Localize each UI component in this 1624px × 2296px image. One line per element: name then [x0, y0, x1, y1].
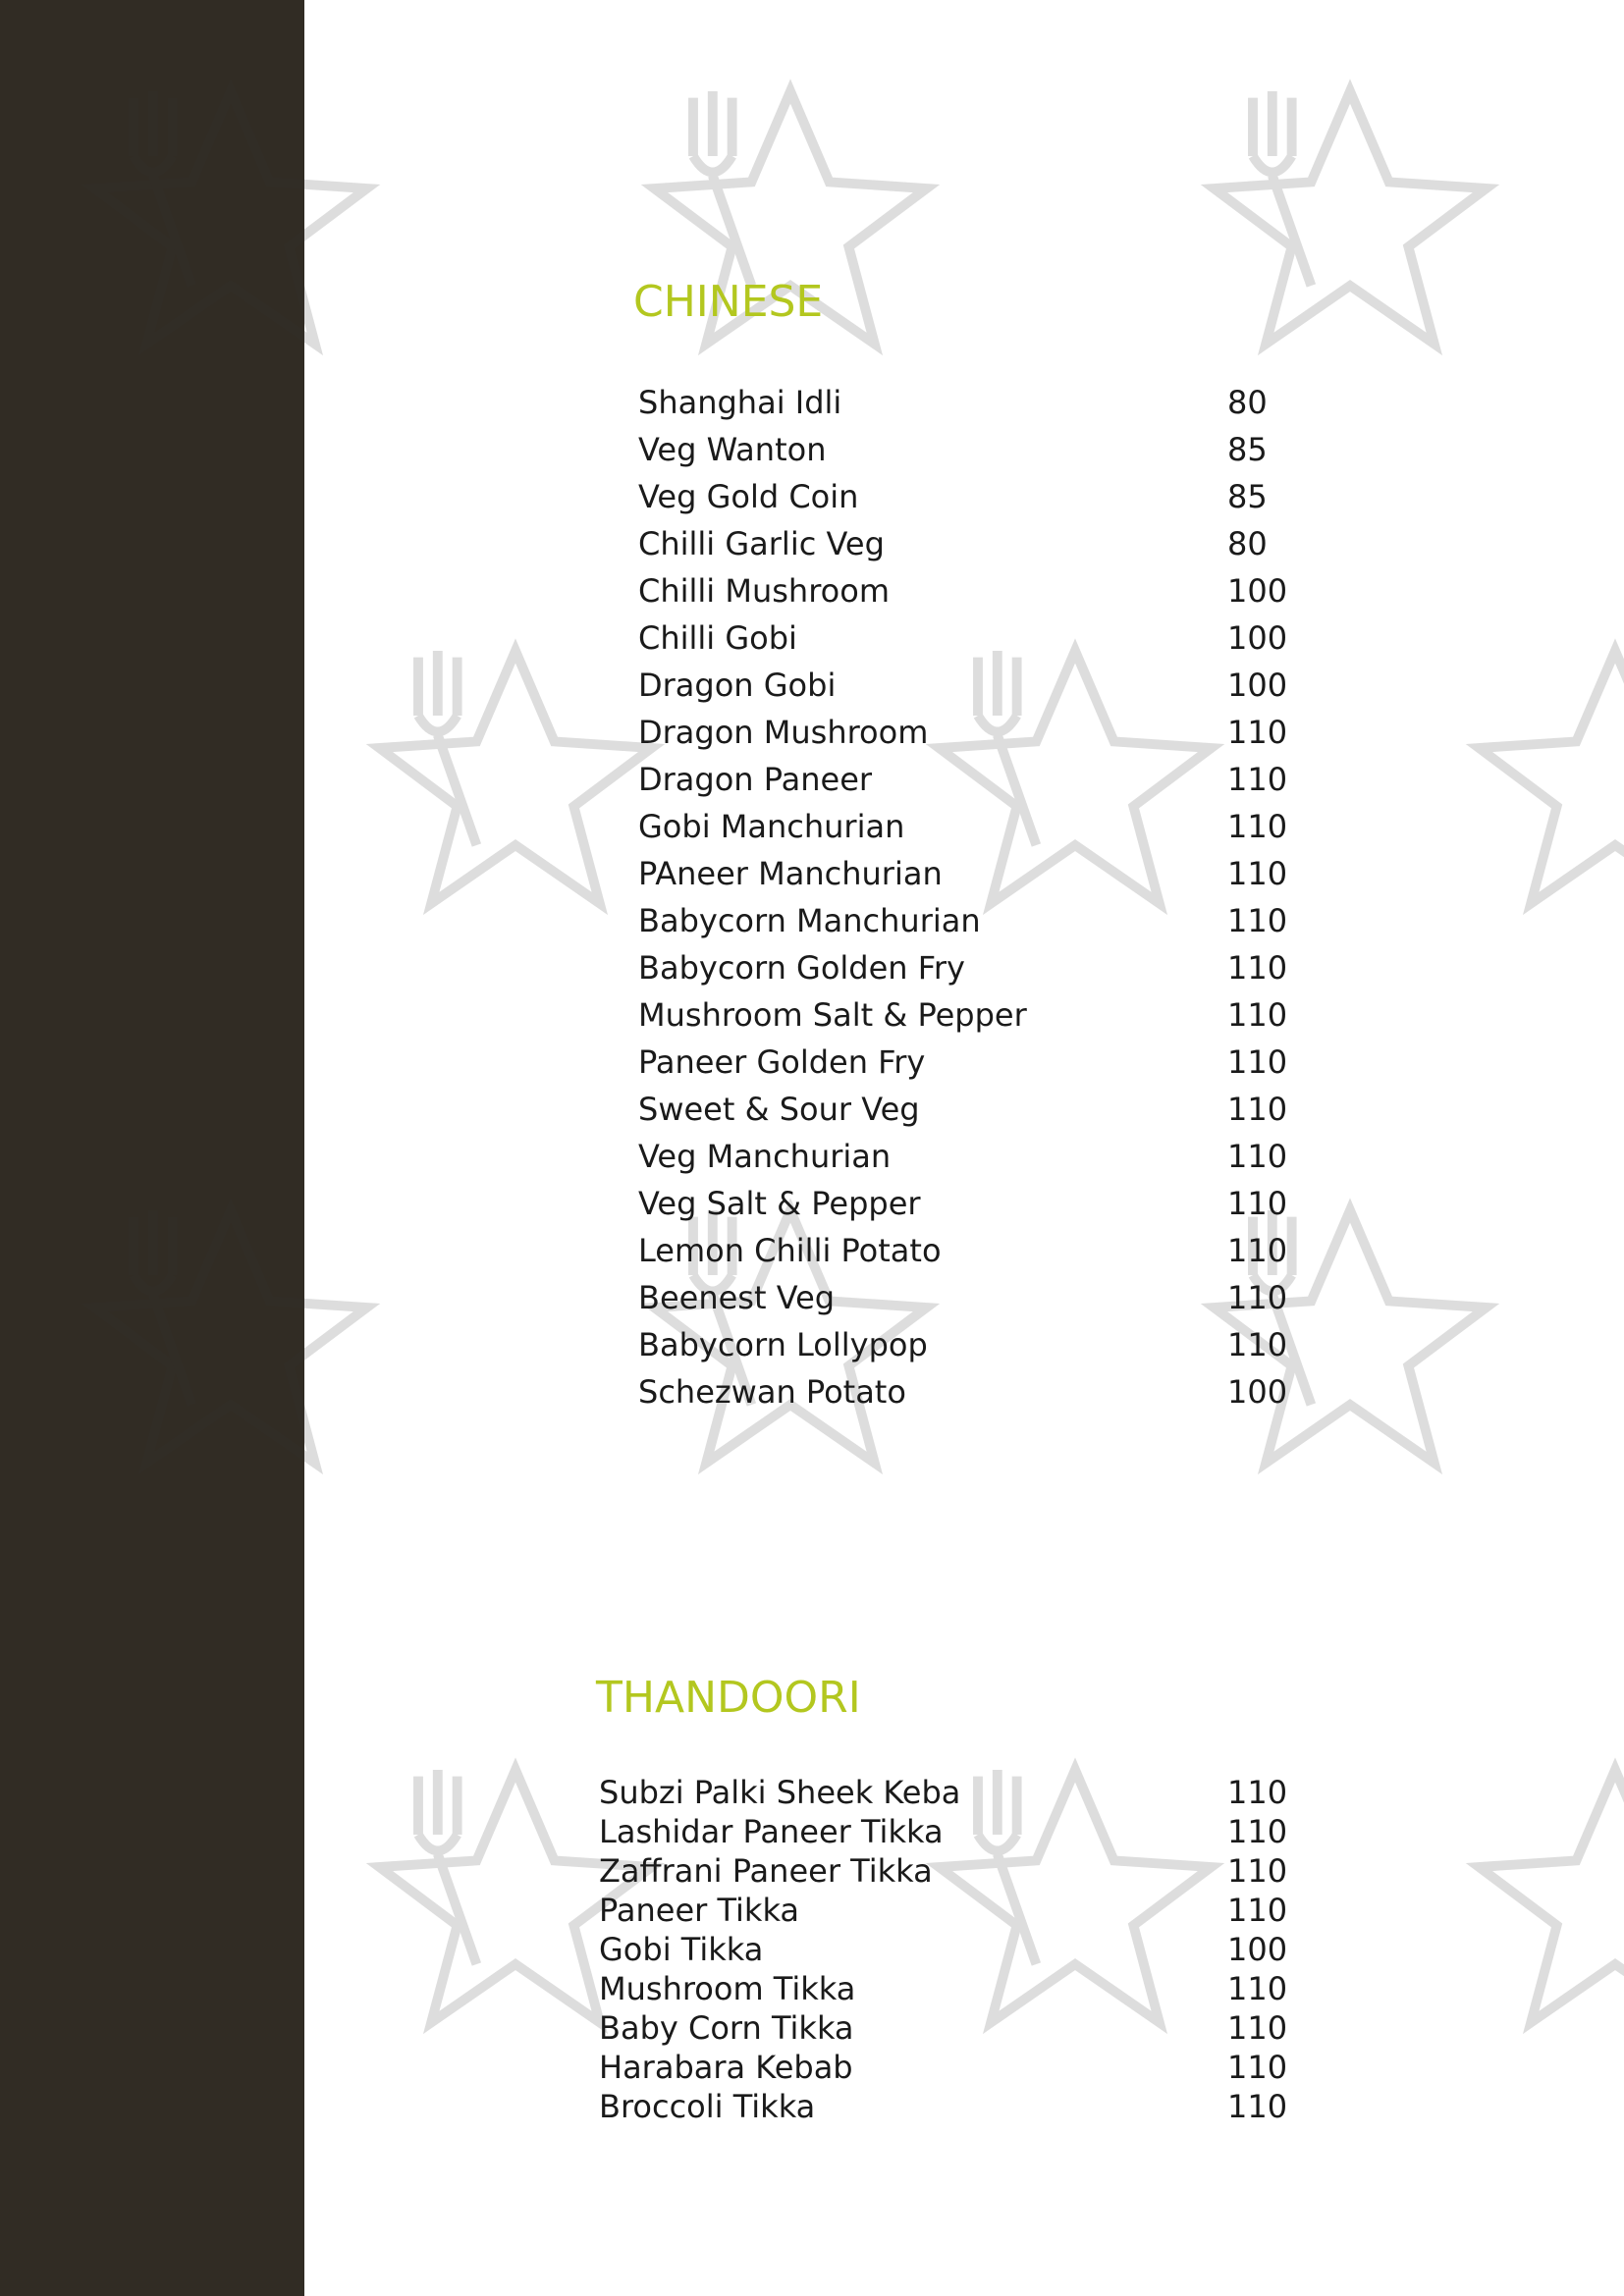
fork-star-logo-icon: [1453, 618, 1624, 942]
menu-item-price: 110: [1227, 1043, 1288, 1081]
menu-item: [638, 567, 1288, 614]
menu-item: [599, 1851, 1288, 1891]
menu-item-name: Chilli Mushroom: [638, 572, 890, 610]
menu-item-name: Lashidar Paneer Tikka: [599, 1813, 944, 1850]
menu-item-price: 110: [1227, 996, 1288, 1034]
menu-item-name: Babycorn Manchurian: [638, 902, 981, 939]
menu-item: [599, 2087, 1288, 2126]
fork-star-logo-icon: [1453, 1737, 1624, 2061]
menu-item-name: Beenest Veg: [638, 1279, 836, 1316]
menu-item-name: Schezwan Potato: [638, 1373, 906, 1411]
menu-item-name: Paneer Tikka: [599, 1892, 800, 1929]
menu-item-price: 100: [1227, 619, 1288, 657]
chinese-section-title: CHINESE: [633, 277, 824, 327]
menu-item: [638, 1180, 1288, 1227]
menu-item: [638, 1321, 1288, 1368]
menu-item-name: Lemon Chilli Potato: [638, 1232, 942, 1269]
menu-item-name: Chilli Garlic Veg: [638, 525, 885, 562]
menu-item-name: Veg Salt & Pepper: [638, 1185, 921, 1222]
menu-item: [638, 473, 1268, 520]
fork-star-logo-icon: [353, 618, 677, 942]
menu-item-price: 100: [1227, 1373, 1288, 1411]
menu-item-name: PAneer Manchurian: [638, 855, 943, 892]
menu-item-price: 110: [1227, 2009, 1288, 2047]
menu-item: [638, 991, 1288, 1039]
menu-item: [638, 1133, 1288, 1180]
watermark: [1453, 1737, 1624, 2061]
menu-item-price: 85: [1227, 431, 1268, 468]
thandoori-section-title: THANDOORI: [596, 1673, 861, 1723]
menu-item-name: Mushroom Tikka: [599, 1970, 856, 2007]
sidebar-panel: [0, 0, 304, 2296]
menu-item: [638, 1039, 1288, 1086]
menu-item-name: Gobi Manchurian: [638, 808, 905, 845]
menu-item-price: 80: [1227, 525, 1268, 562]
menu-item: [638, 850, 1288, 897]
watermark: [628, 59, 952, 383]
menu-item: [599, 1969, 1288, 2008]
menu-item-price: 110: [1227, 1326, 1288, 1363]
menu-item-price: 100: [1227, 667, 1288, 704]
menu-item-name: Chilli Gobi: [638, 619, 797, 657]
menu-item-name: Veg Gold Coin: [638, 478, 859, 515]
fork-star-logo-icon: [628, 59, 952, 383]
menu-item: [638, 662, 1288, 709]
menu-item-name: Subzi Palki Sheek Keba: [599, 1774, 961, 1811]
menu-item-price: 110: [1227, 2049, 1288, 2086]
menu-item-name: Dragon Mushroom: [638, 714, 929, 751]
menu-item-name: Gobi Tikka: [599, 1931, 764, 1968]
menu-item: [599, 1891, 1288, 1930]
watermark: [1453, 618, 1624, 942]
menu-item: [638, 1368, 1288, 1415]
menu-item: [638, 1086, 1288, 1133]
menu-item-name: Babycorn Lollypop: [638, 1326, 928, 1363]
menu-item-name: Dragon Gobi: [638, 667, 837, 704]
menu-item-price: 110: [1227, 1138, 1288, 1175]
menu-item-price: 110: [1227, 855, 1288, 892]
menu-item-name: Baby Corn Tikka: [599, 2009, 854, 2047]
menu-item: [638, 520, 1268, 567]
menu-item-name: Shanghai Idli: [638, 384, 842, 421]
menu-item-price: 110: [1227, 1813, 1288, 1850]
watermark: [1188, 59, 1512, 383]
menu-item: [638, 379, 1268, 426]
menu-item-name: Dragon Paneer: [638, 761, 873, 798]
menu-item: [638, 1274, 1288, 1321]
menu-item: [638, 426, 1268, 473]
menu-item-price: 85: [1227, 478, 1268, 515]
menu-item-price: 110: [1227, 1852, 1288, 1890]
menu-item-price: 110: [1227, 761, 1288, 798]
menu-item-price: 110: [1227, 1774, 1288, 1811]
menu-item-price: 110: [1227, 808, 1288, 845]
menu-item-name: Veg Manchurian: [638, 1138, 892, 1175]
menu-item-name: Mushroom Salt & Pepper: [638, 996, 1027, 1034]
menu-item: [638, 1227, 1288, 1274]
menu-item-price: 80: [1227, 384, 1268, 421]
menu-item: [599, 2048, 1288, 2087]
menu-item-price: 110: [1227, 949, 1288, 987]
watermark: [353, 618, 677, 942]
menu-item: [638, 614, 1288, 662]
menu-item-name: Broccoli Tikka: [599, 2088, 816, 2125]
menu-item: [638, 897, 1288, 944]
menu-item: [599, 2008, 1288, 2048]
thandoori-menu-list: [599, 1773, 1288, 2126]
menu-item-price: 110: [1227, 1892, 1288, 1929]
menu-item-price: 110: [1227, 902, 1288, 939]
menu-item-name: Veg Wanton: [638, 431, 827, 468]
menu-item: [599, 1773, 1288, 1812]
menu-item-price: 110: [1227, 1185, 1288, 1222]
menu-item: [638, 709, 1288, 756]
menu-item-price: 110: [1227, 1091, 1288, 1128]
menu-item: [599, 1930, 1288, 1969]
menu-item: [599, 1812, 1288, 1851]
chinese-menu-list: [638, 379, 1288, 1415]
menu-item-price: 110: [1227, 1970, 1288, 2007]
menu-item-name: Sweet & Sour Veg: [638, 1091, 920, 1128]
menu-item-price: 100: [1227, 572, 1288, 610]
menu-item: [638, 944, 1288, 991]
menu-item-name: Babycorn Golden Fry: [638, 949, 965, 987]
menu-item: [638, 756, 1288, 803]
fork-star-logo-icon: [1188, 59, 1512, 383]
menu-item-price: 110: [1227, 1279, 1288, 1316]
menu-item-name: Harabara Kebab: [599, 2049, 853, 2086]
menu-item: [638, 803, 1288, 850]
menu-item-name: Paneer Golden Fry: [638, 1043, 926, 1081]
menu-item-name: Zaffrani Paneer Tikka: [599, 1852, 933, 1890]
menu-item-price: 110: [1227, 714, 1288, 751]
menu-item-price: 110: [1227, 2088, 1288, 2125]
menu-item-price: 100: [1227, 1931, 1288, 1968]
menu-item-price: 110: [1227, 1232, 1288, 1269]
